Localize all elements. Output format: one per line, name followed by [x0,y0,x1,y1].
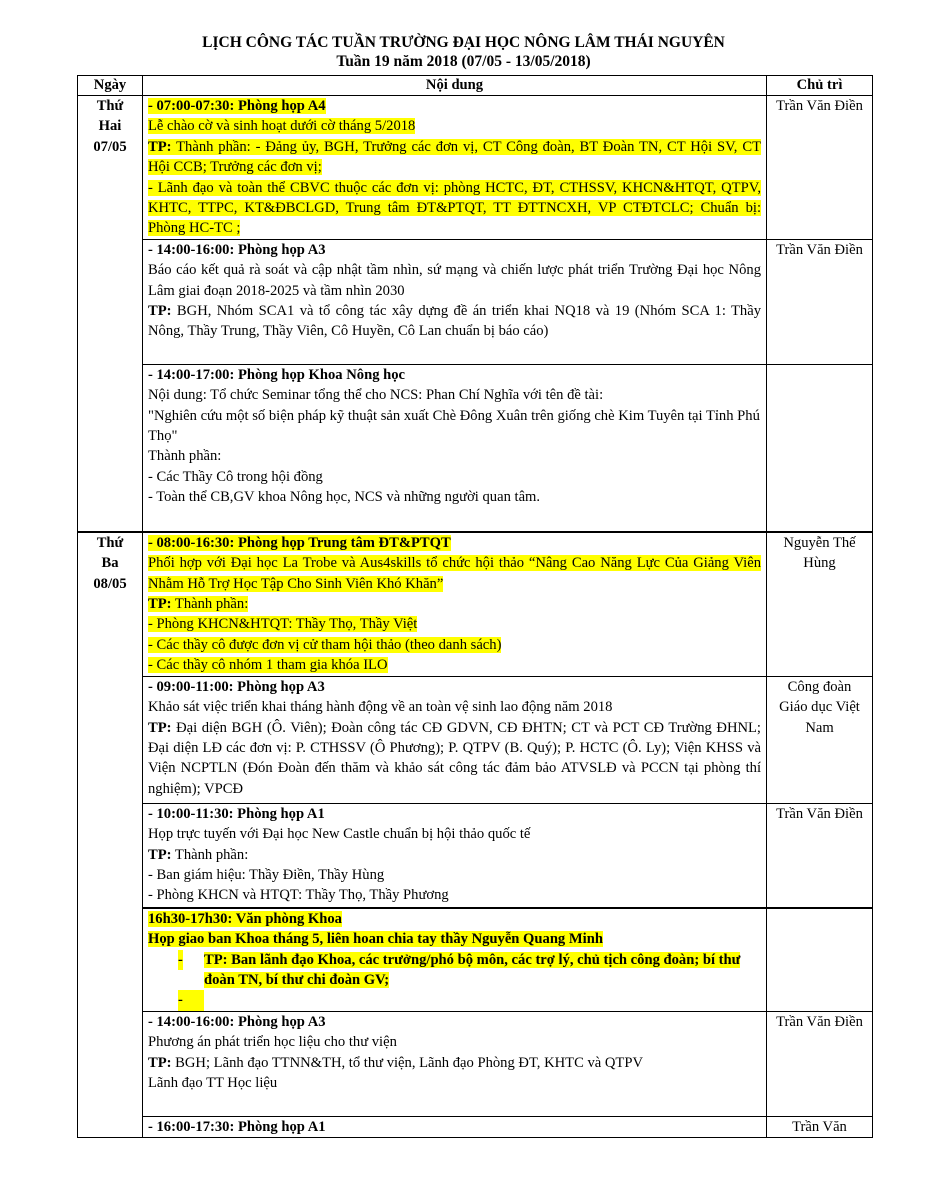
event-text: BGH; Lãnh đạo TTNN&TH, tổ thư viện, Lãnh đạo Phòng ĐT, KHTC và QTPV [171,1054,643,1071]
document-title-block [0,33,927,71]
event-heading: - 09:00-11:00: Phòng họp A3 [148,678,325,695]
event-content [143,1116,767,1137]
event-heading: - 08:00-16:30: Phòng họp Trung tâm ĐT&PTQT [148,534,451,551]
event-text: Nội dung: Tổ chức Seminar tổng thể cho NCS: Phan Chí Nghĩa với tên đề tài: [148,387,604,404]
event-text: - Ban giám hiệu: Thầy Điền, Thầy Hùng [148,867,385,884]
host-cell [767,364,873,532]
event-content [143,676,767,803]
day-date: 08/05 [93,575,127,592]
event-text: - Các Thầy Cô trong hội đồng [148,468,323,485]
event-content [143,908,767,1012]
day-date: 07/05 [93,138,127,155]
event-heading: - 07:00-07:30: Phòng họp A4 [148,98,326,114]
event-text: - Toàn thể CB,GV khoa Nông học, NCS và những người quan tâm. [148,489,541,506]
schedule-table [77,75,873,1138]
event-text: - Phòng KHCN và HTQT: Thầy Thọ, Thầy Phương [148,887,449,904]
event-heading: - 14:00-16:00: Phòng họp A3 [148,241,326,258]
event-content [143,364,767,532]
table-header-row [78,76,873,96]
event-text: Thành phần: [171,596,249,613]
day-cell-tuesday [78,532,143,1138]
table-row [78,803,873,908]
event-heading: - 14:00-16:00: Phòng họp A3 [148,1013,326,1030]
bullet-marker: - [178,950,183,970]
host-cell: Nguyễn Thế Hùng [767,532,873,677]
event-text: Thành phần: - Đảng ủy, BGH, Trưởng các đơn vị, CT Công đoàn, BT Đoàn TN, CT Hội SV, CT Hội CCB; Trưởng các đơn vị; [148,138,761,176]
table-row [78,239,873,364]
event-heading: - 16:00-17:30: Phòng họp A1 [148,1118,326,1135]
host-cell: Trần Văn Điền [767,803,873,908]
event-text: Thành phần: [148,448,222,465]
event-heading: - 10:00-11:30: Phòng họp A1 [148,805,325,822]
bullet-marker: - [178,990,204,1010]
event-text: "Nghiên cứu một số biện pháp kỹ thuật sản xuất Chè Đông Xuân trên giống chè Kim Tuyên tại Tỉnh Phú Thọ" [148,407,760,445]
host-cell [767,908,873,1012]
event-text: - Các thầy cô nhóm 1 tham gia khóa ILO [148,657,388,674]
host-cell: Trần Văn Điền [767,96,873,240]
event-text: Thành phần: [171,846,249,863]
event-content [143,239,767,364]
host-cell: Trần Văn Điền [767,239,873,364]
event-heading: 16h30-17h30: Văn phòng Khoa [148,910,342,927]
event-text: Lễ chào cờ và sinh hoạt dưới cờ tháng 5/2018 [148,118,416,135]
event-text: Phối hợp với Đại học La Trobe và Aus4skills tổ chức hội thảo “Nâng Cao Năng Lực Của Giảng Viên Nhằm Hỗ Trợ Học Tập Cho Sinh Viên Khó Khăn” [148,555,761,592]
event-content [143,532,767,677]
column-header-day: Ngày [78,76,143,96]
event-text: - Phòng KHCN&HTQT: Thầy Thọ, Thầy Việt [148,616,418,633]
participants-label: TP: [148,138,172,155]
event-text: - Lãnh đạo và toàn thể CBVC thuộc các đơn vị: phòng HCTC, ĐT, CTHSSV, KHCN&HTQT, QTPV, KHTC, TTPC, KT&ĐBCLGD, Trung tâm ĐT&PTQT, TT ĐTTNCXH, VP CTĐTCLC; Chuẩn bị: Phòng HC-TC ; [148,179,761,237]
event-text: Khảo sát việc triển khai tháng hành động về an toàn vệ sinh lao động năm 2018 [148,699,613,716]
event-text: BGH, Nhóm SCA1 và tổ công tác xây dựng đề án triển khai NQ18 và 19 (Nhóm SCA 1: Thầy Nông, Thầy Trung, Thầy Viên, Cô Huyền, Cô Lan chuẩn bị báo cáo) [148,303,761,340]
participants-label: TP: [148,1054,172,1071]
event-text: - Các thầy cô được đơn vị cử tham hội thảo (theo danh sách) [148,636,502,653]
event-text: Đại diện BGH (Ô. Viên); Đoàn công tác CĐ GDVN, CĐ ĐHTN; CT và PCT CĐ Trường ĐHNL; Đại diện LĐ các đơn vị: P. CTHSSV (Ô Phương); P. QTPV (B. Quý); P. HCTC (Ô. Ly); Viện KHSS và Viện NCPTLN (Đón Đoàn đến thăm và khảo sát công tác đảm bảo ATVSLĐ và PCCN tại phòng thí nghiệm); VPCĐ [148,719,761,797]
day-cell-monday [78,96,143,532]
event-text: Họp giao ban Khoa tháng 5, liên hoan chia tay thầy Nguyễn Quang Minh [148,931,603,948]
table-row [78,1011,873,1116]
event-text: Lãnh đạo TT Học liệu [148,1075,278,1092]
day-label-line: Ba [101,555,119,572]
page-title: LỊCH CÔNG TÁC TUẦN TRƯỜNG ĐẠI HỌC NÔNG LÂM THÁI NGUYÊN [202,34,725,51]
event-content [143,96,767,240]
host-cell: Trần Văn Điền [767,1011,873,1116]
participants-label: TP: [148,596,172,613]
column-header-content: Nội dung [143,76,767,96]
column-header-host: Chủ trì [767,76,873,96]
event-text: Báo cáo kết quả rà soát và cập nhật tầm nhìn, sứ mạng và chiến lược phát triển Trường Đại học Nông Lâm giai đoạn 2018-2025 và tầm nhìn 2030 [148,262,761,299]
participants-label: TP: [148,303,172,320]
event-text: Họp trực tuyến với Đại học New Castle chuẩn bị hội thảo quốc tế [148,826,531,843]
participants-label: TP: [148,846,172,863]
participants-label: TP: [148,719,172,736]
week-subtitle: Tuần 19 năm 2018 (07/05 - 13/05/2018) [336,53,591,70]
event-text: Phương án phát triển học liệu cho thư viện [148,1034,397,1051]
event-content [143,803,767,908]
event-heading: - 14:00-17:00: Phòng họp Khoa Nông học [148,366,406,383]
day-label-line: Thứ [96,534,124,551]
table-row [78,676,873,803]
host-cell: Trần Văn [767,1116,873,1137]
table-row [78,532,873,677]
table-row [78,96,873,240]
table-row [78,908,873,1012]
table-row [78,1116,873,1137]
host-cell: Công đoàn Giáo dục Việt Nam [767,676,873,803]
table-row [78,364,873,532]
event-text: TP: Ban lãnh đạo Khoa, các trưởng/phó bộ môn, các trợ lý, chủ tịch công đoàn; bí thư đoàn TN, bí thư chi đoàn GV; [204,951,741,989]
day-label-line: Hai [98,118,122,135]
event-content [143,1011,767,1116]
day-label-line: Thứ [96,98,124,114]
